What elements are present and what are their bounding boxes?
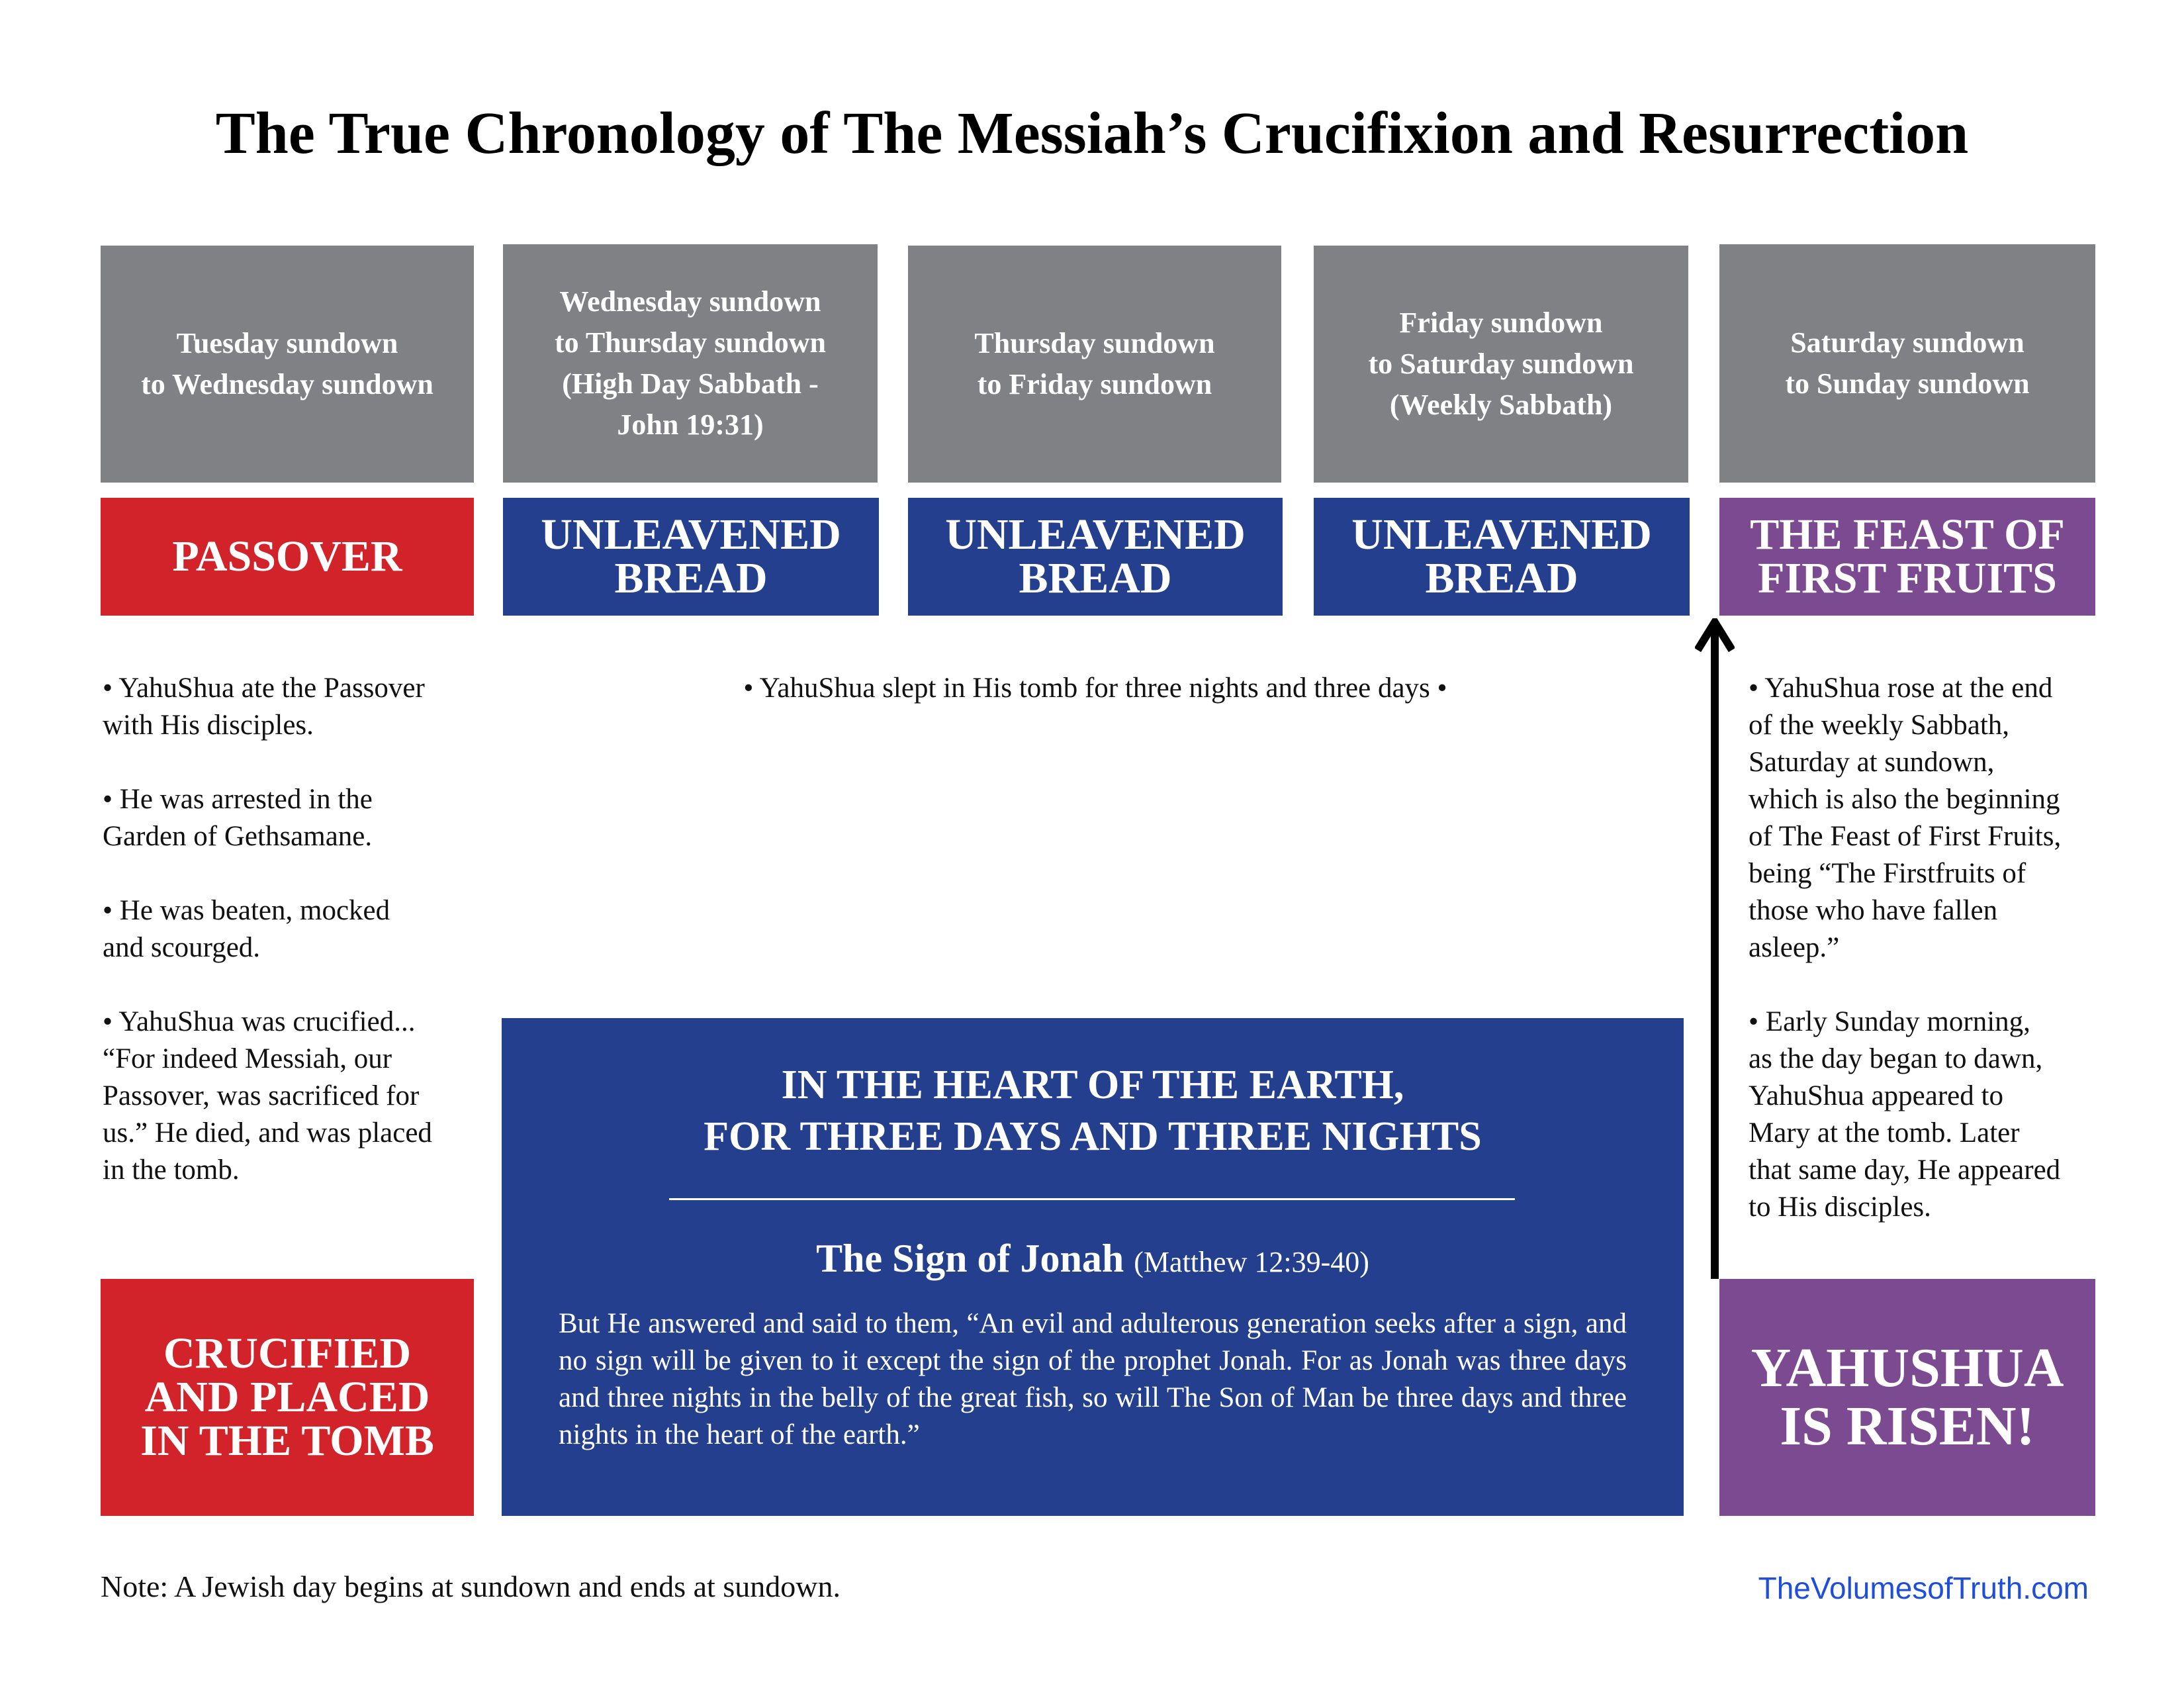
heart-of-earth-heading: IN THE HEART OF THE EARTH, FOR THREE DAYS AND THREE NIGHTS [704, 1062, 1482, 1159]
risen-box: YAHUSHUA IS RISEN! [1719, 1279, 2095, 1516]
day-box-wednesday: Wednesday sundown to Thursday sundown (High Day Sabbath - John 19:31) [503, 244, 878, 483]
sign-of-jonah-reference: (Matthew 12:39-40) [1134, 1246, 1369, 1278]
first-fruits-notes [1749, 670, 2159, 1226]
website-link[interactable]: TheVolumesofTruth.com [1758, 1571, 2089, 1605]
crucified-box: CRUCIFIED AND PLACED IN THE TOMB [101, 1279, 474, 1516]
feast-box-passover: PASSOVER [101, 498, 474, 616]
note-passover-meal: • YahuShua ate the Passover with His disciples. [103, 673, 425, 741]
feast-box-unleavened-bread-3: UNLEAVENED BREAD [1314, 498, 1690, 616]
day-box-friday: Friday sundown to Saturday sundown (Weekly Sabbath) [1314, 246, 1688, 483]
page-title: The True Chronology of The Messiah’s Crucifixion and Resurrection [215, 101, 1969, 166]
tomb-note: • YahuShua slept in His tomb for three nights and three days • [743, 673, 1447, 704]
heart-of-earth-box [502, 1018, 1684, 1516]
note-rose: • YahuShua rose at the end of the weekly Sabbath, Saturday at sundown, which is also the beginning of The Feast of First Fruits, being “The Firstfruits of those who have fallen asleep.” [1749, 673, 2062, 963]
day-box-saturday: Saturday sundown to Sunday sundown [1719, 244, 2095, 483]
note-beaten: • He was beaten, mocked and scourged. [103, 895, 390, 963]
divider [669, 1198, 1515, 1200]
footnote: Note: A Jewish day begins at sundown and ends at sundown. [101, 1570, 841, 1603]
day-box-tuesday: Tuesday sundown to Wednesday sundown [101, 246, 474, 483]
feast-box-unleavened-bread-1: UNLEAVENED BREAD [503, 498, 879, 616]
note-arrest: • He was arrested in the Garden of Gethsamane. [103, 784, 373, 852]
note-crucified: • YahuShua was crucified... “For indeed Messiah, our Passover, was sacrificed for us.” He died, and was placed in the tomb. [103, 1006, 432, 1186]
feast-box-first-fruits: THE FEAST OF FIRST FRUITS [1719, 498, 2095, 616]
sign-of-jonah-line [502, 1235, 1684, 1286]
sign-of-jonah-title: The Sign of Jonah [816, 1237, 1124, 1280]
sign-of-jonah-quote: But He answered and said to them, “An evil and adulterous generation seeks after a sign, and no sign will be given to it except the sign of the prophet Jonah. For as Jonah was three days and three nights in the belly of the great fish, so will The Son of Man be three days and three nights in the heart of the earth.” [559, 1308, 1627, 1450]
passover-notes [103, 670, 486, 1189]
note-appeared: • Early Sunday morning, as the day began to dawn, YahuShua appeared to Mary at the tomb. Later that same day, He appeared to His disciples. [1749, 1006, 2061, 1223]
day-box-thursday: Thursday sundown to Friday sundown [908, 246, 1281, 483]
feast-box-unleavened-bread-2: UNLEAVENED BREAD [908, 498, 1283, 616]
up-arrow-icon [1695, 618, 1735, 1279]
